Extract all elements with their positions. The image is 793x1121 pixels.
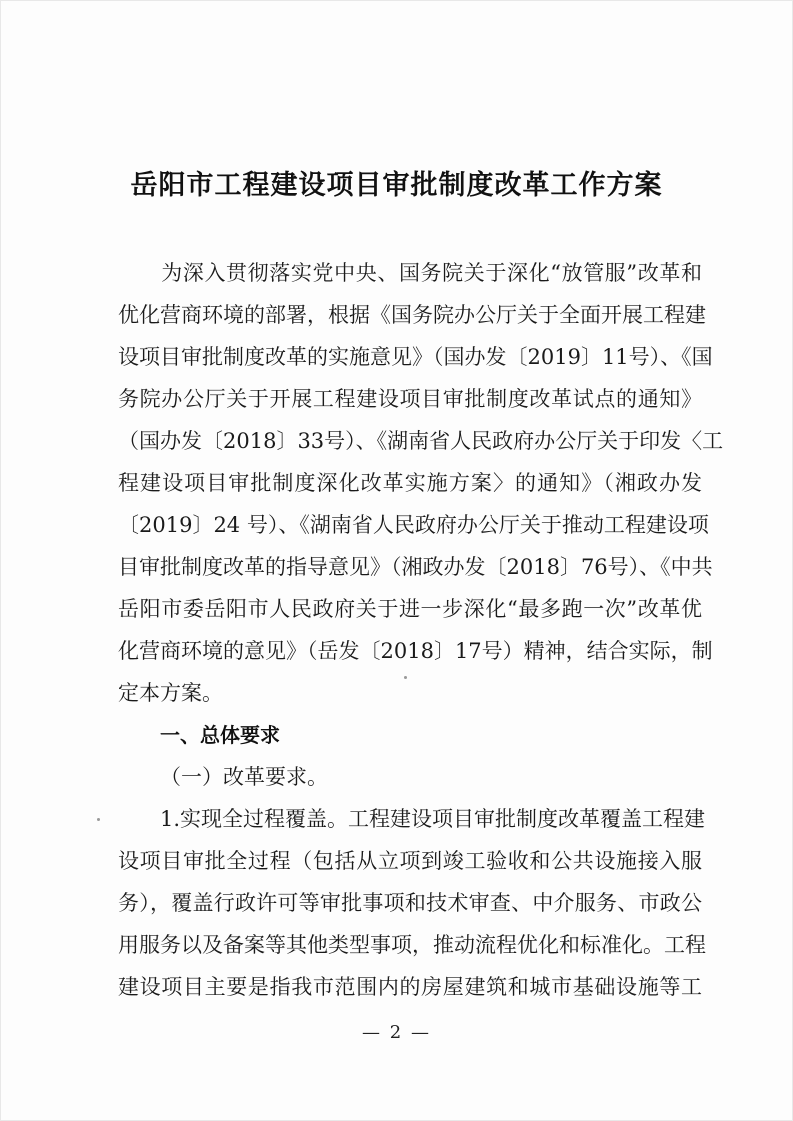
section-heading: 一、总体要求 [160, 723, 280, 747]
item-line: 设项目审批全过程（包括从立项到竣工验收和公共设施接入服 [118, 849, 702, 873]
intro-line: （国办发〔2018〕33号）、《湖南省人民政府办公厅关于印发〈工 [118, 429, 724, 453]
intro-line: 优化营商环境的部署，根据《国务院办公厅关于全面开展工程建 [118, 303, 706, 327]
item-line: 务），覆盖行政许可等审批事项和技术审查、中介服务、市政公 [118, 891, 702, 915]
subsection-heading: （一）改革要求。 [160, 765, 328, 789]
document-title: 岳阳市工程建设项目审批制度改革工作方案 [130, 170, 663, 201]
scan-speck [404, 676, 407, 679]
intro-line: 岳阳市委岳阳市人民政府关于进一步深化“最多跑一次”改革优 [118, 597, 702, 621]
intro-line: 目审批制度改革的指导意见》（湘政办发〔2018〕76号）、《中共 [118, 555, 713, 579]
item-line: 建设项目主要是指我市范围内的房屋建筑和城市基础设施等工 [118, 975, 702, 999]
intro-line: 定本方案。 [118, 681, 223, 705]
item-line: 1.实现全过程覆盖。工程建设项目审批制度改革覆盖工程建 [118, 807, 706, 831]
intro-line: 设项目审批制度改革的实施意见》（国办发〔2019〕11号）、《国 [118, 345, 713, 369]
intro-line: 为深入贯彻落实党中央、国务院关于深化“放管服”改革和 [118, 261, 702, 285]
scan-speck [97, 818, 100, 821]
intro-line: 〔2019〕24 号）、《湖南省人民政府办公厅关于推动工程建设项 [118, 513, 709, 537]
item-line: 用服务以及备案等其他类型事项，推动流程优化和标准化。工程 [118, 933, 706, 957]
intro-line: 程建设项目审批制度深化改革实施方案〉的通知》（湘政办发 [118, 471, 702, 495]
intro-line: 务院办公厅关于开展工程建设项目审批制度改革试点的通知》 [118, 387, 702, 411]
intro-line: 化营商环境的意见》（岳发〔2018〕17号）精神，结合实际，制 [118, 639, 713, 663]
page-number: — 2 — [362, 1022, 431, 1043]
